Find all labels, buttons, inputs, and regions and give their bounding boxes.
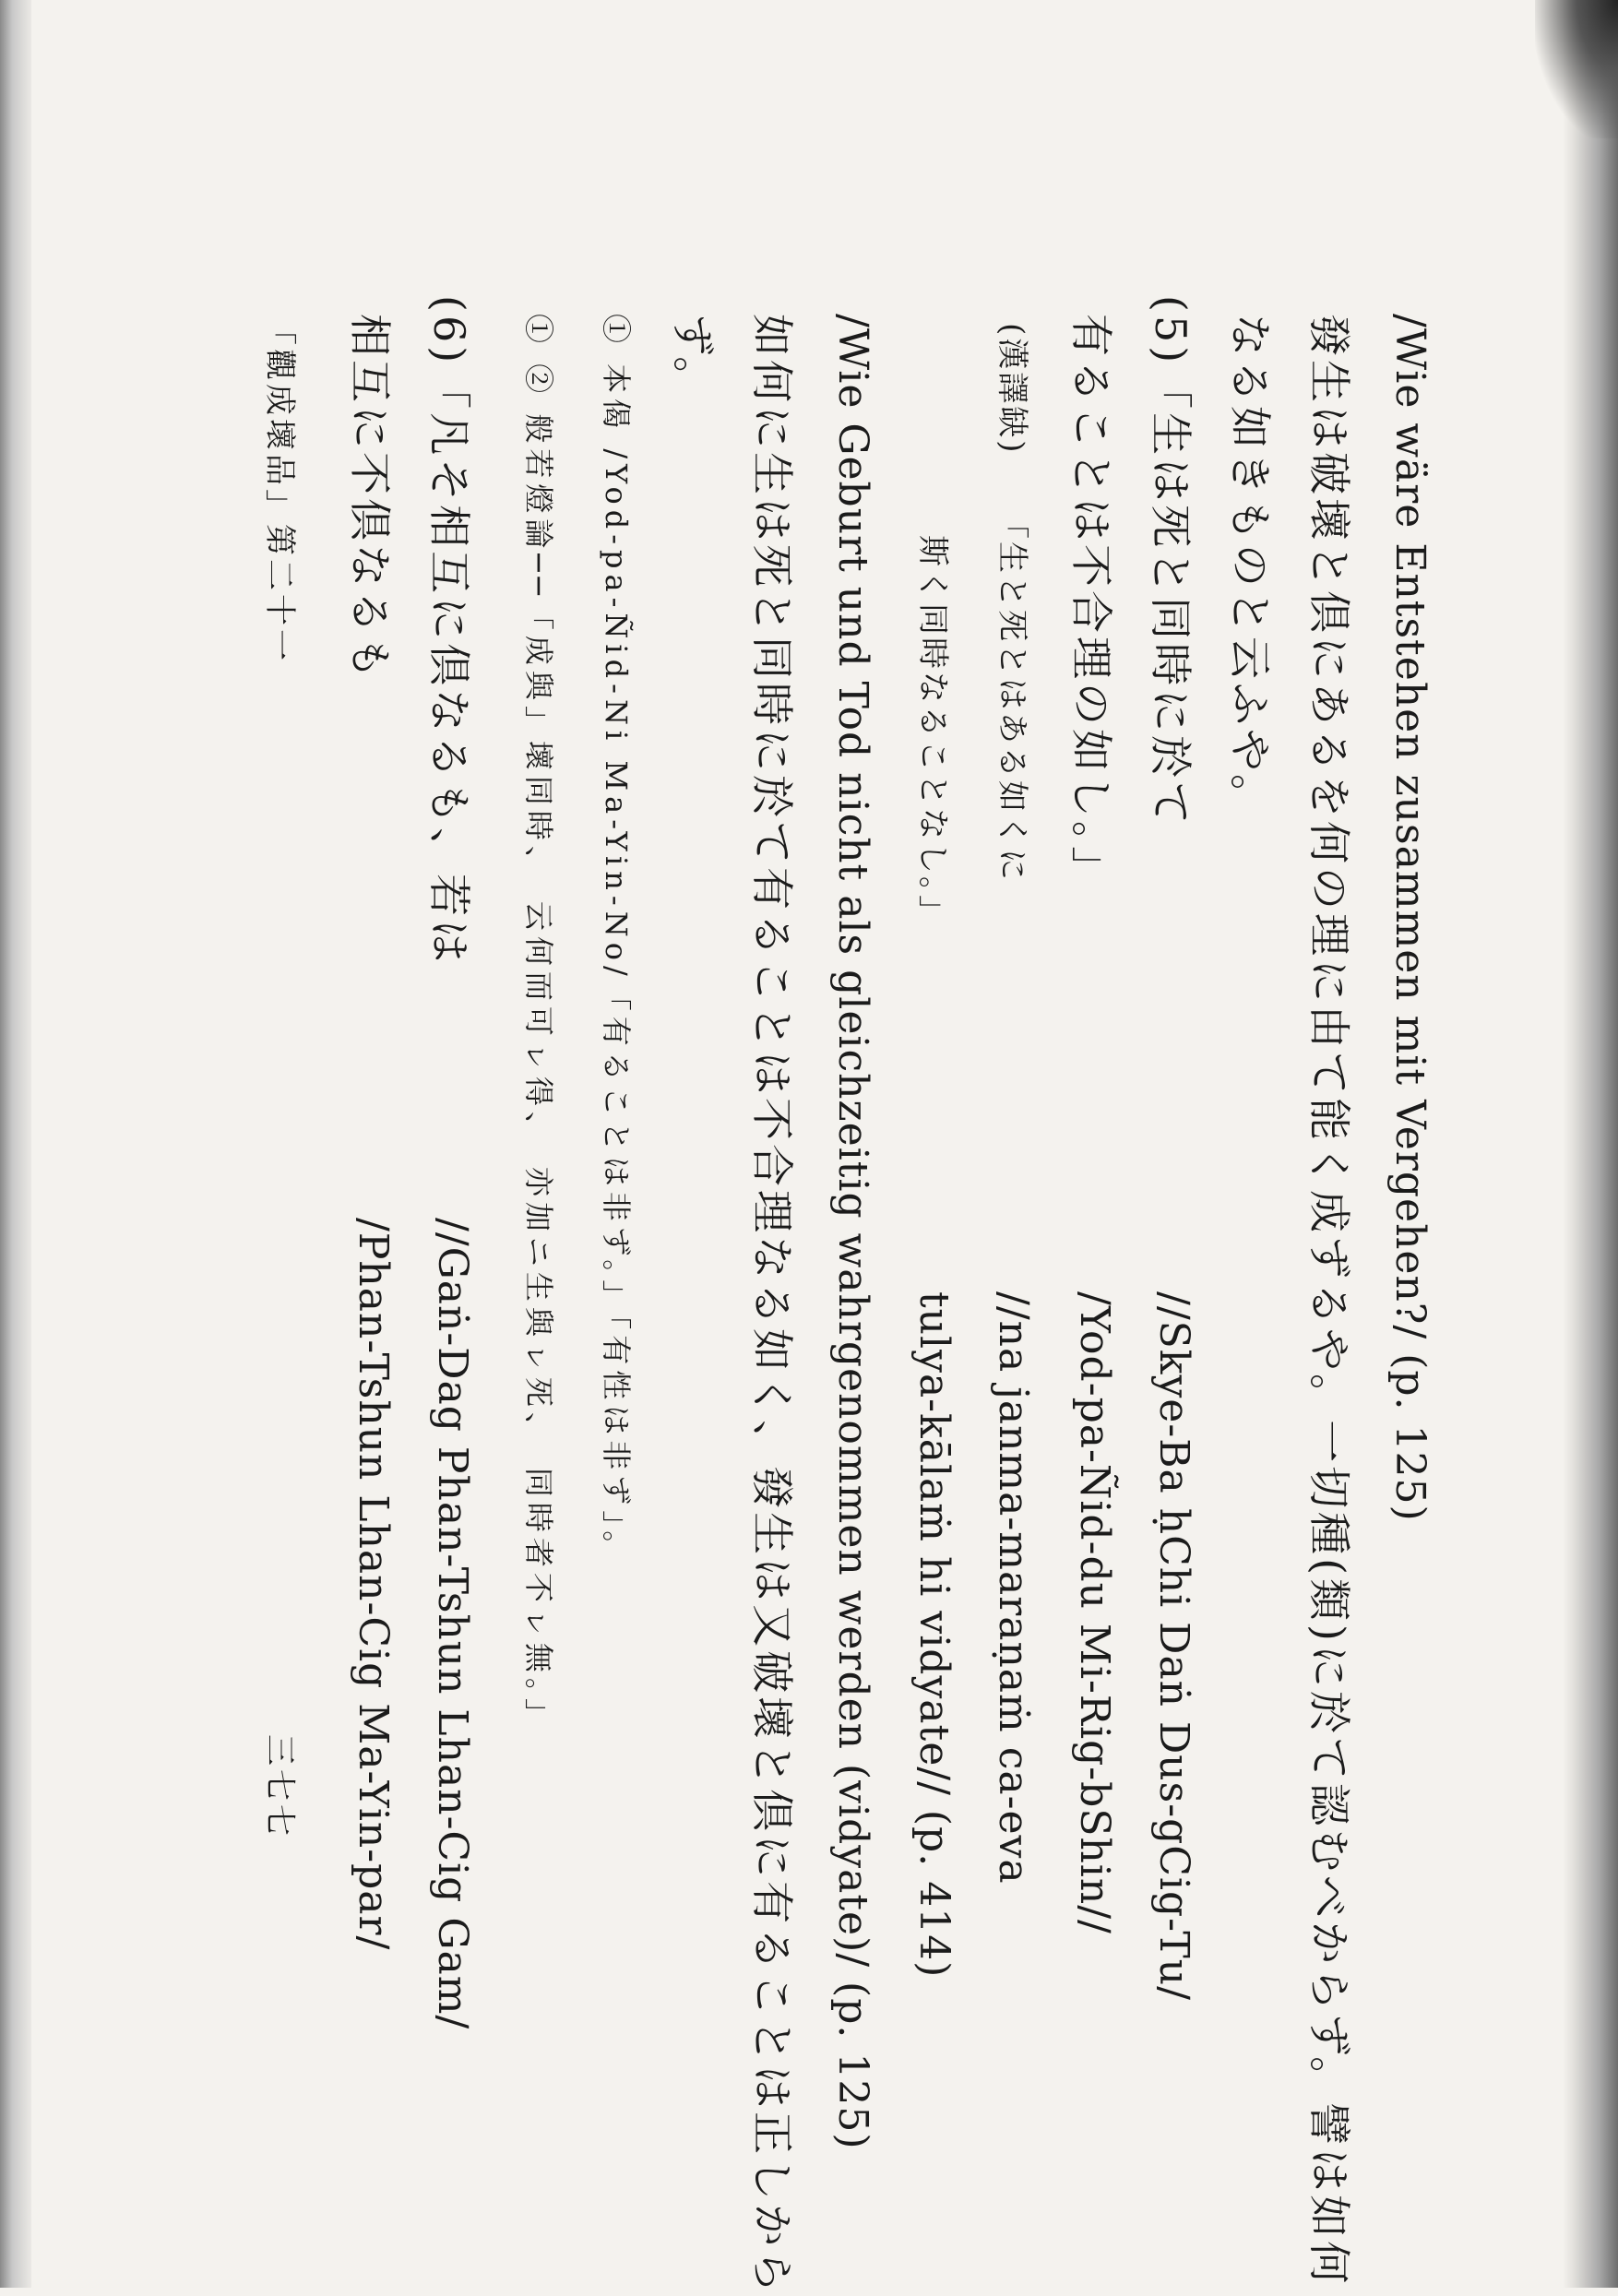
verse-line: (6)「凡そ相互に倶なるも、若は bbox=[424, 295, 474, 967]
scan-edge-left bbox=[0, 0, 31, 2288]
text-line: なる如きものと云ふや。 bbox=[1225, 314, 1275, 821]
running-header: 「觀成壞品」第二十一 bbox=[261, 314, 298, 664]
verse-line: 有ることは不合理の如し。」 bbox=[1066, 314, 1116, 892]
page-number: 三七七 bbox=[261, 1734, 298, 1839]
verse-tibetan: /Phan-Tshun Lhan-Cig Ma-Yin-par/ bbox=[350, 1218, 397, 1951]
verse-line: (5)「生は死と同時に於て bbox=[1146, 295, 1196, 828]
note-missing: (漢譯缺) bbox=[993, 323, 1030, 456]
text-line: /Wie Geburt und Tod nicht als gleichzeitig wahrgenommen werden (vidyate)/ (p. 125) bbox=[829, 314, 876, 2150]
footnote-1: ① 本偈 /Yod-pa-Ñid-Ni Ma-Yin-No/「有ることは非ず。」「有性は非ず」。 bbox=[599, 314, 634, 1566]
text-line: /Wie wäre Entstehen zusammen mit Vergehen?/ (p. 125) bbox=[1386, 314, 1434, 1522]
text-line: 發生は破壞と倶にあるを何の理に由て能く成ずるや。一切種(類)に於て認むべからず。譬は如何 bbox=[1304, 314, 1354, 2288]
verse-line: 相互に不倶なるも bbox=[345, 314, 395, 683]
scan-corner-shadow bbox=[1535, 0, 1618, 138]
text-line: 如何に生は死と同時に於て有ることは不合理なる如く、發生は又破壞と倶に有ることは正しから bbox=[747, 314, 797, 2296]
rotated-page bbox=[148, 295, 1439, 2296]
verse-line: 斯く同時なることなし。」 bbox=[914, 535, 951, 929]
verse-tibetan: //Gaṅ-Dag Phan-Tshun Lhan-Cig Gam/ bbox=[429, 1218, 476, 2030]
scan-edge-right bbox=[1563, 0, 1618, 2288]
verse-line: 「生と死とはある如くに bbox=[993, 507, 1030, 883]
verse-tibetan: //Skye-Ba ḥChi Daṅ Dus-gCig-Tu/ bbox=[1150, 1291, 1197, 2001]
verse-sanskrit: //na janma-maraṇaṁ ca-eva bbox=[990, 1291, 1037, 1885]
verse-sanskrit: tulya-kālaṁ hi vidyate// (p. 414) bbox=[910, 1291, 958, 1979]
verse-tibetan: /Yod-pa-Ñid-du Mi-Rig-bShin// bbox=[1071, 1291, 1118, 1934]
text-line: ず。 bbox=[668, 314, 718, 403]
footnote-2: ① ② 般若燈論──「成與」壞同時、 云何而可ㇾ得、 亦加ニ生與ㇾ死、 同時者不ㇾ無。」 bbox=[521, 314, 556, 1733]
